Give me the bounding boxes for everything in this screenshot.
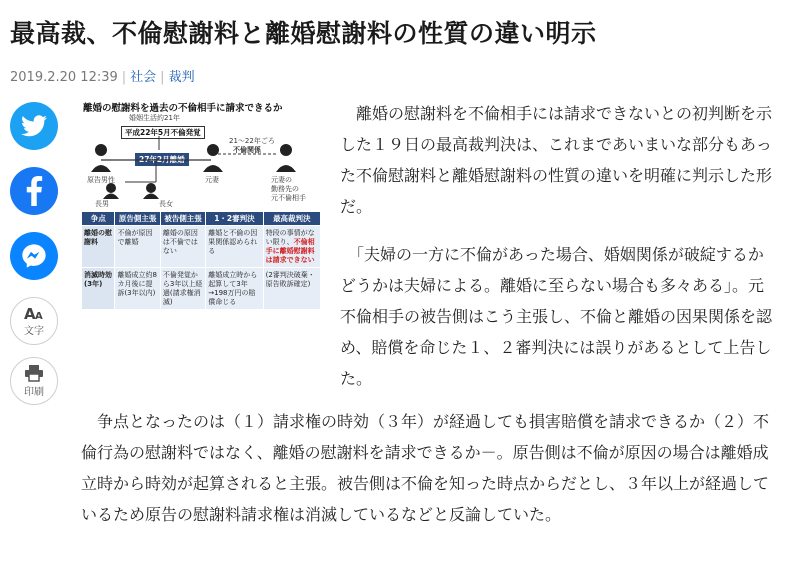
meta-divider: | [121, 70, 127, 85]
table-header: 争点 [82, 212, 115, 226]
article-paragraph: 離婚の慰謝料を不倫相手には請求できないとの初判断を示した１９日の最高裁判決は、これまであいまいな部分もあった不倫慰謝料と離婚慰謝料の性質の違いを明確に判示した形だ。 [340, 104, 773, 216]
table-header: 1・2審判決 [206, 212, 263, 226]
twitter-icon [21, 115, 47, 137]
marriage-note: 婚姻生活約21年 [129, 114, 180, 122]
article-paragraph: 「夫婦の一方に不倫があった場合、婚姻関係が破綻するかどうかは夫婦による。離婚に至らない場合も多々ある」。元不倫相手の被告側はこう主張し、不倫と離婚の因果関係を認め、賠償を命じた１、２審判決には誤りがあるとして上告した。 [340, 245, 773, 388]
table-cell-supreme [263, 226, 320, 268]
messenger-share-button[interactable] [10, 232, 58, 280]
supreme-text: (2審判決破棄・原告敗訴確定) [265, 271, 315, 289]
table-cell: 離婚成立約8カ月後に提訴(3年以内) [115, 268, 160, 310]
table-header: 被告側主張 [160, 212, 205, 226]
table-row [82, 268, 321, 310]
print-label: 印刷 [24, 387, 44, 398]
supreme-text: 特段の事情がない限り、 [265, 229, 315, 247]
infographic-figure [81, 98, 321, 343]
article-paragraph: 争点となったのは（１）請求権の時効（３年）が経過しても損害賠償を請求できるか（２）不倫行為の慰謝料ではなく、離婚の慰謝料を請求できるか－。原告側は不倫が原因の場合は離婚成立時から時効が起算されると主張。被告側は不倫を知った時点からだとし、３年以上が経過しているため原告の慰謝料請求権は消滅しているなどと反論していた。 [81, 412, 770, 524]
supreme-highlight: 不倫相手に離婚慰謝料は請求できない [265, 238, 315, 264]
facebook-share-button[interactable] [10, 167, 58, 215]
affair-relation: 不倫関係 [233, 146, 261, 154]
affair-start-box: 平成22年5月不倫発覚 [121, 126, 205, 139]
article-headline: 最高裁、不倫慰謝料と離婚慰謝料の性質の違い明示 [10, 19, 597, 48]
print-button[interactable] [10, 357, 58, 405]
print-icon [24, 364, 44, 382]
text-size-button[interactable] [10, 297, 58, 345]
facebook-icon [23, 176, 45, 206]
twitter-share-button[interactable] [10, 102, 58, 150]
table-cell: 消滅時効(3年) [82, 268, 115, 310]
issues-table [81, 211, 321, 310]
divorce-box: 27年2月離婚 [135, 153, 189, 166]
table-cell: 離婚の原因は不倫ではない [160, 226, 205, 268]
table-cell: 不倫発覚から3年以上経過(請求権消滅) [160, 268, 205, 310]
article-meta [10, 66, 195, 85]
svg-text:A: A [35, 311, 43, 321]
text-size-icon [23, 305, 45, 321]
table-header: 最高裁判決 [263, 212, 320, 226]
messenger-icon [20, 242, 48, 270]
table-row [82, 226, 321, 268]
category-link-trial[interactable]: 裁判 [168, 70, 195, 85]
publish-datetime: 2019.2.20 12:39 [10, 70, 118, 85]
plaintiff-label: 原告男性 [87, 176, 115, 184]
defendant-label-line2: 勤務先の [271, 185, 299, 193]
table-cell: 不倫が原因で離婚 [115, 226, 160, 268]
defendant-label-line1: 元妻の [271, 176, 292, 184]
son-label: 長男 [95, 200, 109, 208]
figure-title: 離婚の慰謝料を過去の不倫相手に請求できるか [83, 103, 283, 114]
category-link-society[interactable]: 社会 [130, 70, 157, 85]
daughter-label: 長女 [159, 200, 173, 208]
meta-divider: | [160, 70, 165, 85]
affair-period: 21～22年ごろ [229, 137, 275, 145]
defendant-label-line3: 元不倫相手 [271, 194, 306, 202]
text-size-label: 文字 [24, 326, 44, 337]
table-header: 原告側主張 [115, 212, 160, 226]
share-bar [10, 102, 58, 417]
table-cell: 離婚成立時から起算して3年→198万円の賠償命じる [206, 268, 263, 310]
ex-wife-label: 元妻 [205, 176, 219, 184]
table-cell: 離婚と不倫の因果関係認められる [206, 226, 263, 268]
table-cell: 離婚の慰謝料 [82, 226, 115, 268]
issues-table-header [82, 212, 321, 226]
table-cell-supreme [263, 268, 320, 310]
svg-text:A: A [24, 305, 36, 321]
